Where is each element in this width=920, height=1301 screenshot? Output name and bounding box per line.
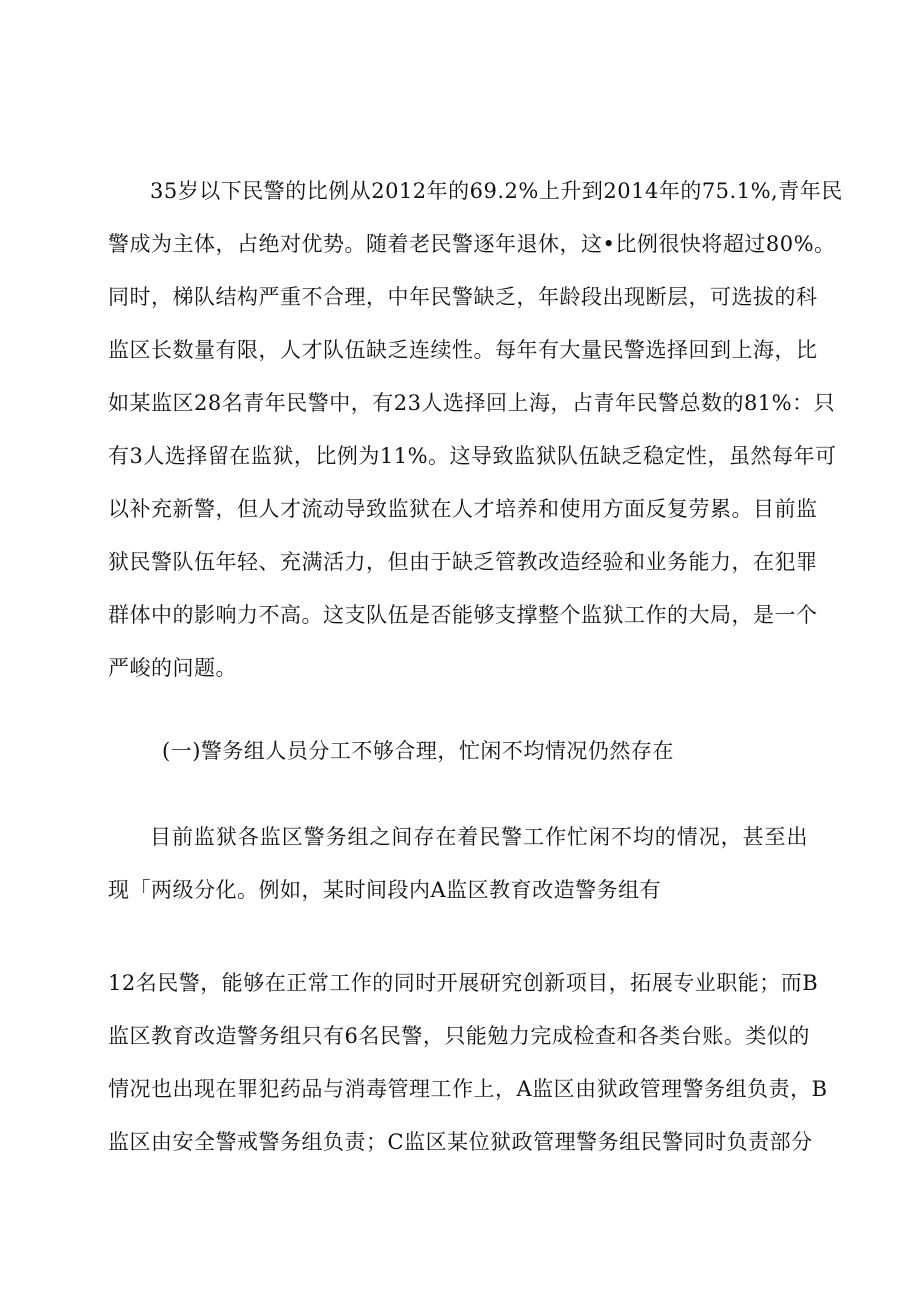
paragraph-1-line-7: 以补充新警，但人才流动导致监狱在人才培养和使用方面反复劳累。目前监 [108, 497, 818, 521]
paragraph-1-line-9: 群体中的影响力不高。这支队伍是否能够支撑整个监狱工作的大局，是一个 [108, 603, 818, 627]
paragraph-1-line-3: 同时，梯队结构严重不合理，中年民警缺乏，年龄段出现断层，可选拔的科 [108, 285, 818, 309]
paragraph-2-line-2: 现「两级分化。例如，某时间段内A监区教育改造警务组有 [108, 878, 662, 902]
paragraph-1-line-8: 狱民警队伍年轻、充满活力，但由于缺乏管教改造经验和业务能力，在犯罪 [108, 550, 818, 574]
paragraph-1-line-10: 严峻的问题。 [108, 656, 237, 680]
paragraph-3-line-1: 12名民警，能够在正常工作的同时开展研究创新项目，拓展专业职能；而B [108, 971, 819, 995]
paragraph-1-line-5: 如某监区28名青年民警中，有23人选择回上海，占青年民警总数的81%：只 [108, 391, 836, 415]
section-heading: (一)警务组人员分工不够合理，忙闲不均情况仍然存在 [162, 739, 674, 763]
paragraph-1-line-6: 有3人选择留在监狱，比例为11%。这导致监狱队伍缺乏稳定性，虽然每年可 [108, 444, 837, 468]
paragraph-3-line-3: 情况也出现在罪犯药品与消毒管理工作上，A监区由狱政管理警务组负责，B [108, 1077, 828, 1101]
paragraph-3-line-4: 监区由安全警戒警务组负责；C监区某位狱政管理警务组民警同时负责部分 [108, 1130, 813, 1154]
paragraph-1-line-4: 监区长数量有限，人才队伍缺乏连续性。每年有大量民警选择回到上海，比 [108, 338, 818, 362]
paragraph-1-line-2: 警成为主体，占绝对优势。随着老民警逐年退休，这•比例很快将超过80%。 [108, 232, 836, 256]
paragraph-2-line-1: 目前监狱各监区警务组之间存在着民警工作忙闲不均的情况，甚至出 [150, 825, 808, 849]
paragraph-3-line-2: 监区教育改造警务组只有6名民警，只能勉力完成检查和各类台账。类似的 [108, 1024, 810, 1048]
paragraph-1-line-1: 35岁以下民警的比例从2012年的69.2%上升到2014年的75.1%,青年民 [150, 179, 843, 203]
